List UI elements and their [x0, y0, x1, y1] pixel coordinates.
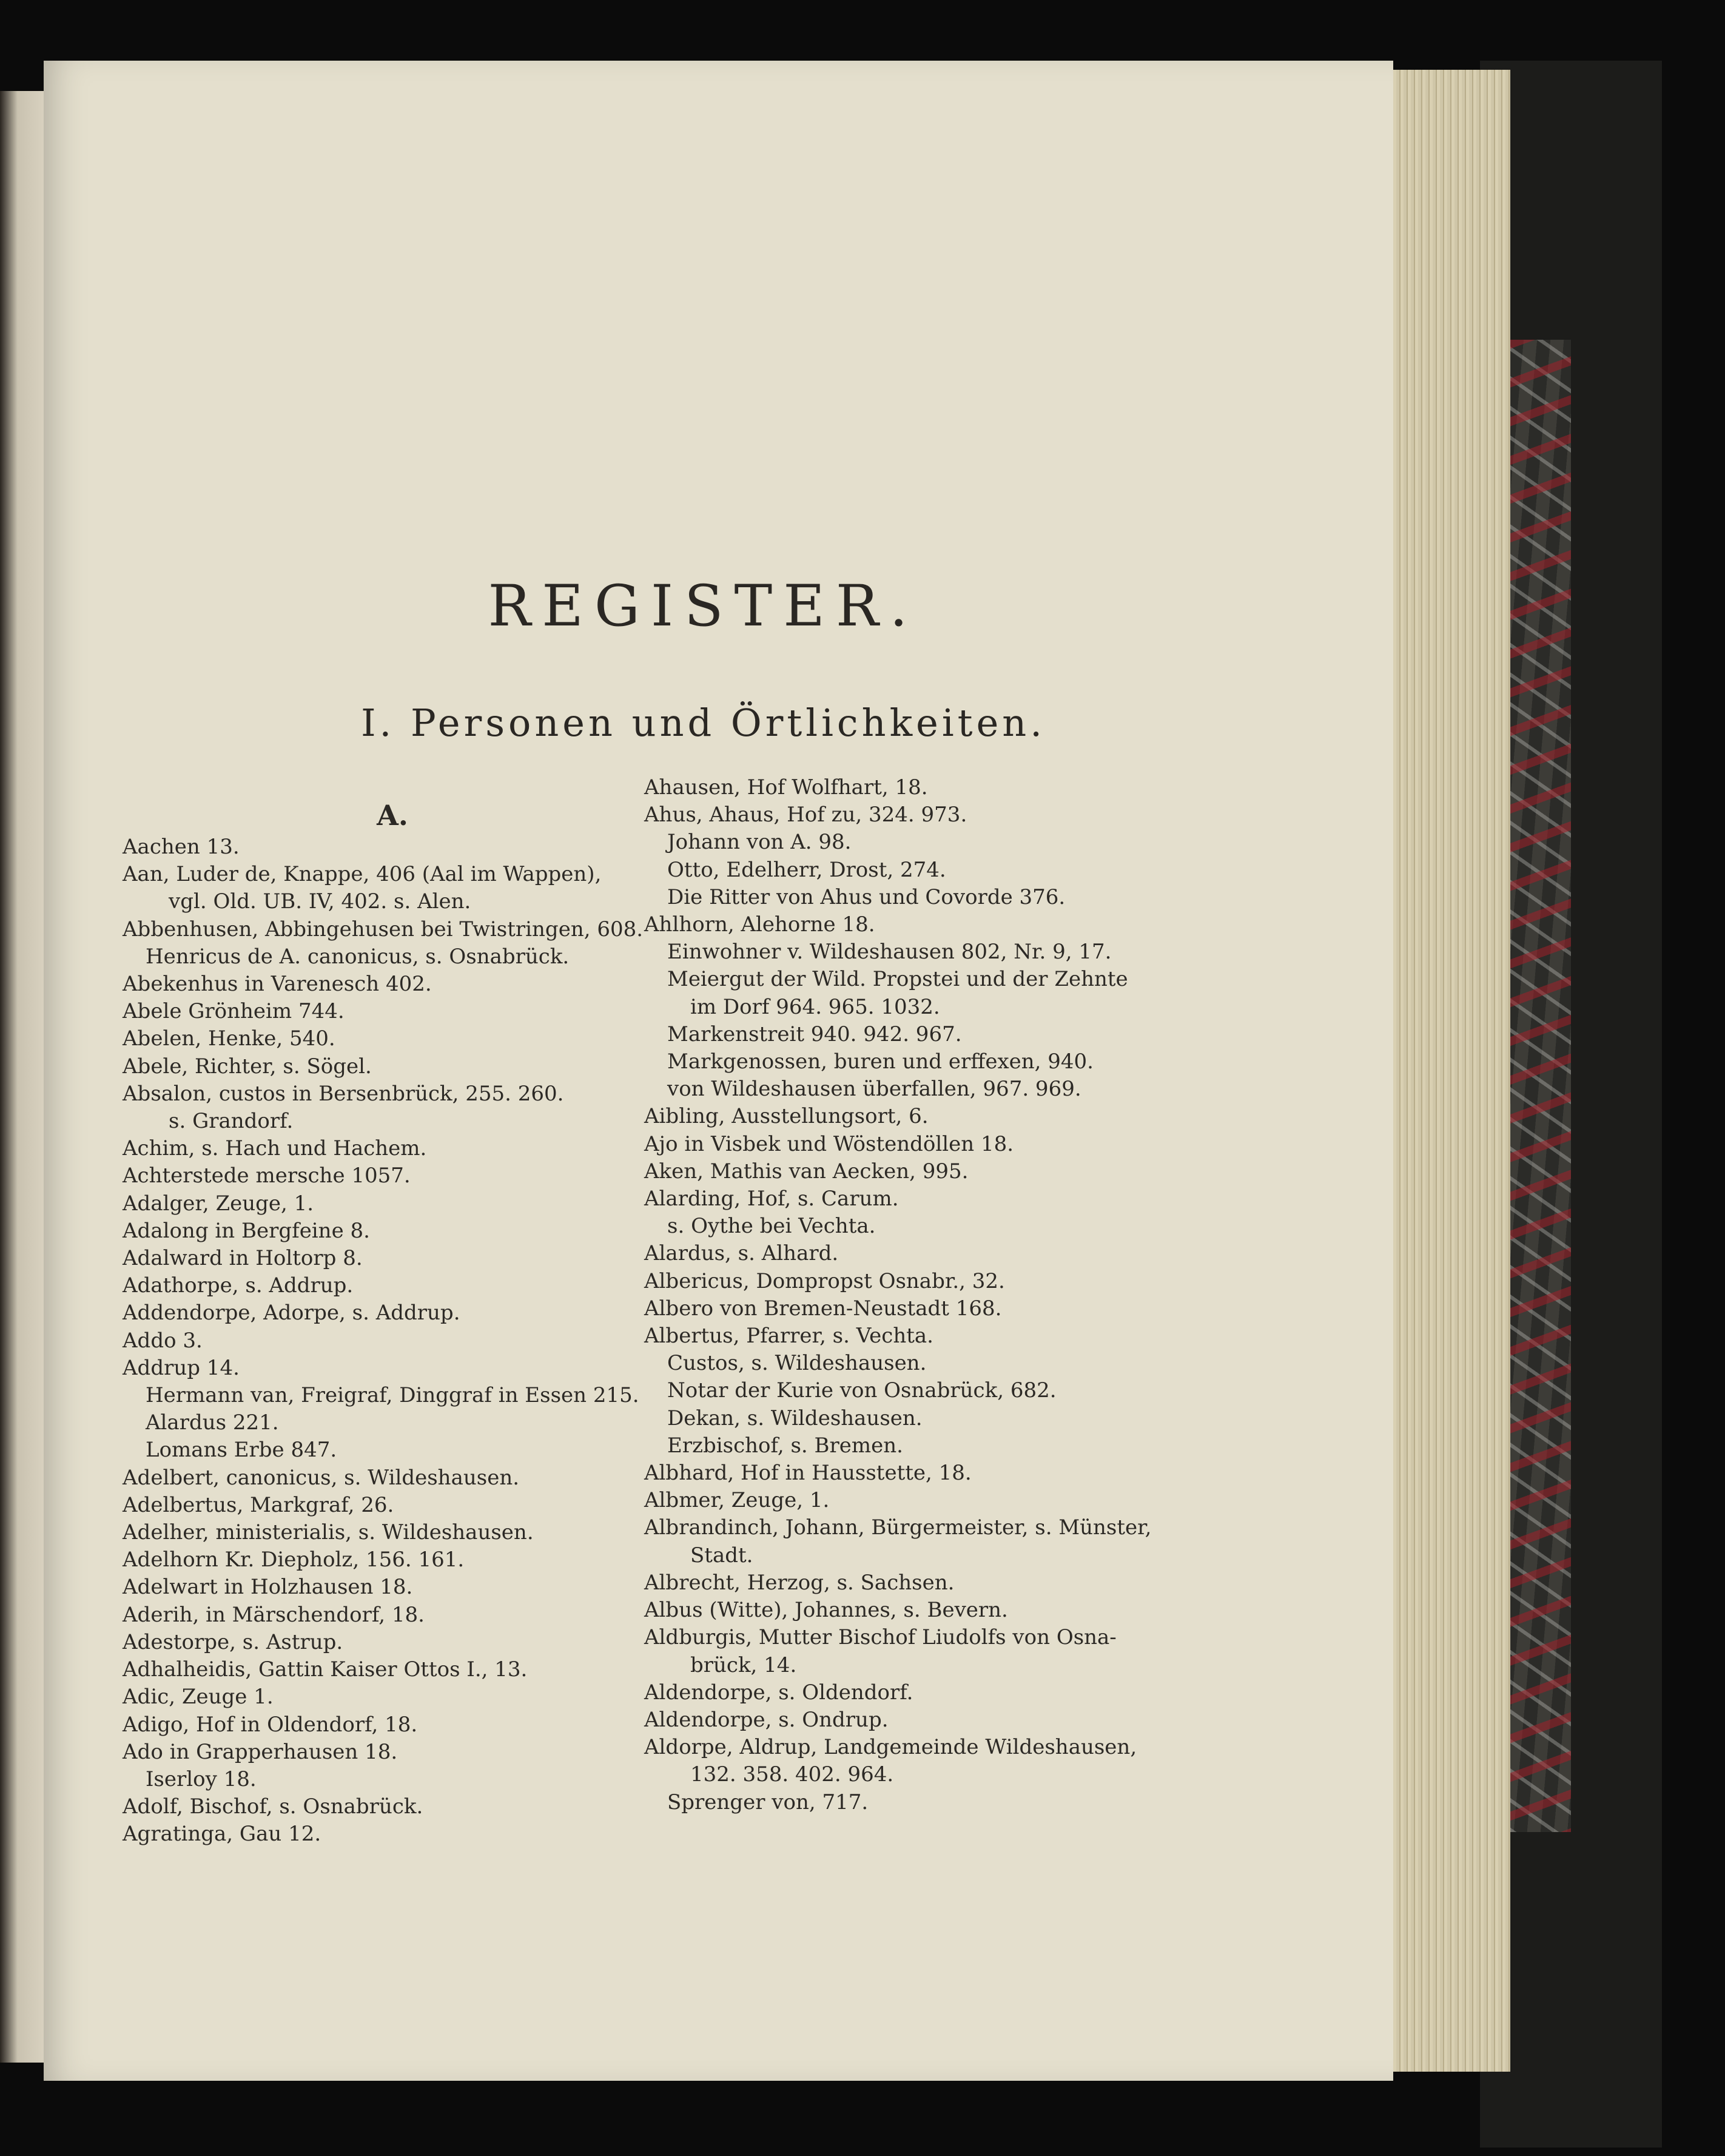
register-entry: Addendorpe, Adorpe, s. Addrup.: [123, 1301, 460, 1326]
register-entry: Ahlhorn, Alehorne 18.: [644, 912, 875, 937]
register-entry: Sprenger von, 717.: [667, 1790, 869, 1814]
register-entry: Aachen 13.: [123, 835, 240, 859]
register-entry: Alardus 221.: [146, 1410, 279, 1435]
register-entry: Adic, Zeuge 1.: [123, 1685, 274, 1710]
register-entry: Aken, Mathis van Aecken, 995.: [644, 1159, 969, 1184]
register-entry: Absalon, custos in Bersenbrück, 255. 260.: [123, 1081, 564, 1106]
register-entry: Aibling, Ausstellungsort, 6.: [644, 1104, 929, 1129]
register-entry: Abele Grönheim 744.: [123, 999, 345, 1024]
page-edges: [1389, 70, 1510, 2072]
register-entry: Albus (Witte), Johannes, s. Bevern.: [644, 1598, 1008, 1623]
register-entry: brück, 14.: [690, 1652, 797, 1677]
register-entry: Lomans Erbe 847.: [146, 1438, 337, 1463]
register-entry: Ado in Grapperhausen 18.: [123, 1739, 398, 1764]
marbled-board: [1510, 340, 1571, 1832]
register-entry: Addrup 14.: [123, 1355, 240, 1380]
register-entry: Albrecht, Herzog, s. Sachsen.: [644, 1570, 955, 1595]
register-entry: Adigo, Hof in Oldendorf, 18.: [123, 1712, 418, 1737]
register-entry: Abbenhusen, Abbingehusen bei Twistringen, 608.: [123, 917, 644, 942]
register-page: [44, 61, 1393, 2081]
register-entry: Abelen, Henke, 540.: [123, 1026, 335, 1051]
register-entry: im Dorf 964. 965. 1032.: [690, 994, 940, 1019]
register-entry: Erzbischof, s. Bremen.: [667, 1433, 903, 1458]
register-entry: Adalward in Holtorp 8.: [123, 1246, 363, 1271]
register-entry: Albmer, Zeuge, 1.: [644, 1488, 830, 1513]
register-entry: Henricus de A. canonicus, s. Osnabrück.: [146, 944, 570, 969]
register-entry: s. Oythe bei Vechta.: [667, 1214, 876, 1239]
left-column: [123, 801, 662, 1848]
register-entry: Alardus, s. Alhard.: [644, 1241, 839, 1266]
register-entry: Ahus, Ahaus, Hof zu, 324. 973.: [644, 803, 967, 827]
register-entry: Adathorpe, s. Addrup.: [123, 1273, 354, 1298]
register-entry: Adhalheidis, Gattin Kaiser Ottos I., 13.: [123, 1657, 528, 1682]
right-entry-list: [644, 774, 1184, 1816]
register-entry: Aldburgis, Mutter Bischof Liudolfs von Osna-: [644, 1625, 1117, 1650]
register-entry: Adestorpe, s. Astrup.: [123, 1629, 343, 1654]
section-heading: I. Personen und Örtlichkeiten.: [361, 701, 1046, 745]
register-entry: Otto, Edelherr, Drost, 274.: [667, 857, 946, 882]
register-entry: Achim, s. Hach und Hachem.: [123, 1136, 427, 1161]
register-entry: Abekenhus in Varenesch 402.: [123, 972, 432, 997]
register-entry: Adalger, Zeuge, 1.: [123, 1191, 314, 1216]
right-column: [644, 774, 1184, 1816]
register-entry: Adalong in Bergfeine 8.: [123, 1218, 370, 1243]
register-entry: Adelwart in Holzhausen 18.: [123, 1575, 413, 1600]
register-entry: Abele, Richter, s. Sögel.: [123, 1054, 372, 1079]
register-entry: vgl. Old. UB. IV, 402. s. Alen.: [169, 889, 471, 914]
left-entry-list: [123, 834, 662, 1848]
register-entry: 132. 358. 402. 964.: [690, 1762, 894, 1787]
register-entry: Adelbert, canonicus, s. Wildeshausen.: [123, 1465, 520, 1490]
register-entry: Addo 3.: [123, 1328, 203, 1353]
previous-page-edge: [0, 91, 44, 2063]
register-entry: Aldendorpe, s. Oldendorf.: [644, 1680, 913, 1705]
register-entry: Markenstreit 940. 942. 967.: [667, 1022, 962, 1046]
register-entry: Adelher, ministerialis, s. Wildeshausen.: [123, 1520, 534, 1545]
section-letter: A.: [377, 799, 408, 832]
register-entry: Albero von Bremen-Neustadt 168.: [644, 1296, 1002, 1321]
register-entry: Aldendorpe, s. Ondrup.: [644, 1707, 889, 1732]
register-entry: Markgenossen, buren und erffexen, 940.: [667, 1049, 1094, 1074]
register-entry: Ahausen, Hof Wolfhart, 18.: [644, 775, 928, 800]
register-entry: Albertus, Pfarrer, s. Vechta.: [644, 1324, 933, 1349]
page-title: REGISTER.: [488, 573, 919, 639]
register-entry: Adelhorn Kr. Diepholz, 156. 161.: [123, 1548, 465, 1572]
register-entry: Notar der Kurie von Osnabrück, 682.: [667, 1378, 1057, 1403]
register-entry: Meiergut der Wild. Propstei und der Zehnte: [667, 967, 1128, 992]
register-entry: Adelbertus, Markgraf, 26.: [123, 1492, 394, 1517]
register-entry: Custos, s. Wildeshausen.: [667, 1351, 927, 1376]
register-entry: Stadt.: [690, 1543, 753, 1568]
register-entry: Iserloy 18.: [146, 1767, 257, 1791]
register-entry: Aldorpe, Aldrup, Landgemeinde Wildeshausen,: [644, 1735, 1137, 1760]
register-entry: Albrandinch, Johann, Bürgermeister, s. Münster,: [644, 1515, 1152, 1540]
register-entry: s. Grandorf.: [169, 1109, 294, 1134]
register-entry: Agratinga, Gau 12.: [123, 1822, 321, 1847]
register-entry: Achterstede mersche 1057.: [123, 1164, 411, 1188]
register-entry: Albhard, Hof in Hausstette, 18.: [644, 1461, 972, 1486]
register-entry: Hermann van, Freigraf, Dinggraf in Essen 215.: [146, 1383, 639, 1408]
register-entry: von Wildeshausen überfallen, 967. 969.: [667, 1077, 1081, 1102]
register-entry: Aderih, in Märschendorf, 18.: [123, 1602, 425, 1627]
register-entry: Albericus, Dompropst Osnabr., 32.: [644, 1268, 1005, 1293]
register-entry: Johann von A. 98.: [667, 830, 852, 855]
register-entry: Alarding, Hof, s. Carum.: [644, 1187, 899, 1211]
register-entry: Aan, Luder de, Knappe, 406 (Aal im Wappen),: [123, 862, 602, 887]
register-entry: Adolf, Bischof, s. Osnabrück.: [123, 1794, 423, 1819]
register-entry: Die Ritter von Ahus und Covorde 376.: [667, 884, 1066, 909]
register-entry: Einwohner v. Wildeshausen 802, Nr. 9, 17.: [667, 940, 1112, 965]
register-entry: Ajo in Visbek und Wöstendöllen 18.: [644, 1131, 1014, 1156]
register-entry: Dekan, s. Wildeshausen.: [667, 1406, 923, 1430]
